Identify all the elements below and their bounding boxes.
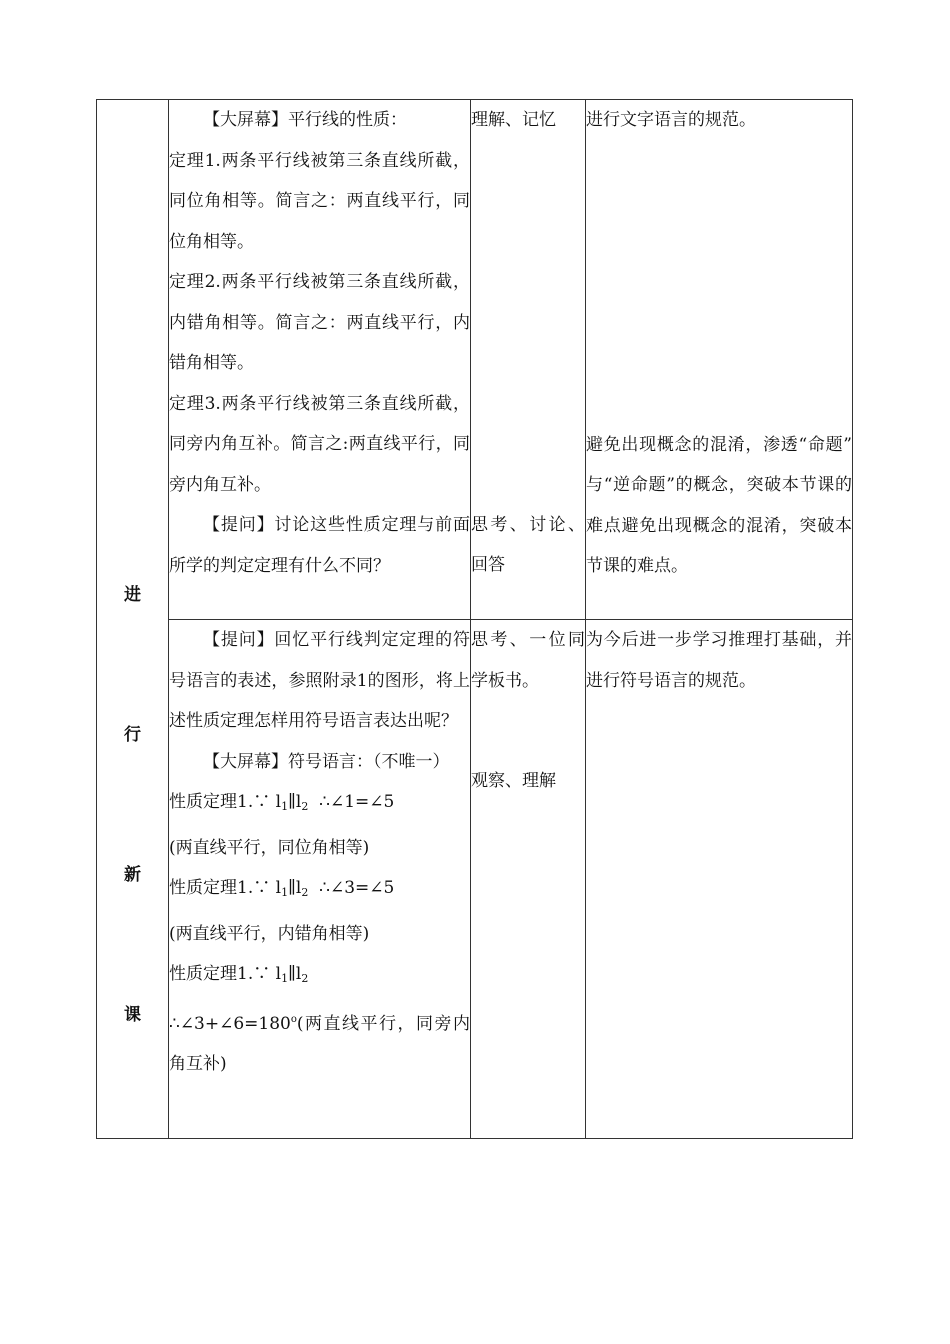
table-row [97, 620, 853, 1139]
intent-text: 避免出现概念的混淆，渗透“命题” 与“逆命题”的概念，突破本节课的难点避免出现概念的混淆，突破本节课的难点。 [586, 434, 852, 576]
paragraph: 定理1.两条平行线被第三条直线所截，同位角相等。简言之：两直线平行，同位角相等。 [169, 150, 470, 252]
lesson-plan-table [96, 99, 853, 1139]
theorem-note: (两直线平行，同位角相等) [169, 837, 370, 858]
paragraph: 定理3.两条平行线被第三条直线所截，同旁内角互补。简言之:两直线平行，同旁内角互补。 [169, 393, 470, 495]
theorem-line: 性质定理1.∵ $l_1\parallel l_2$ ∴∠3=∠5 [169, 878, 395, 899]
activity-text: 思考、一位同学板书。 [471, 630, 585, 691]
theorem-note: (两直线平行，内错角相等) [169, 923, 370, 944]
activity-text: 思考、讨论、回答 [471, 514, 585, 575]
paragraph: 【提问】回忆平行线判定定理的符号语言的表述，参照附录1的图形，将上述性质定理怎样用符号语言表达出呢？ [169, 630, 470, 731]
paragraph: 【提问】讨论这些性质定理与前面所学的判定定理有什么不同？ [169, 515, 470, 576]
theorem-line: 性质定理1.∵ $l_1\parallel l_2$ [169, 964, 309, 985]
intent-text: 为今后进一步学习推理打基础，并进行符号语言的规范。 [586, 630, 852, 691]
side-char: 新 [124, 865, 141, 885]
theorem-line: $\therefore\angle 3+\angle 6=180^o$(两直线平行，同旁内角互补) [169, 1013, 470, 1074]
student-activity-cell [471, 100, 586, 620]
paragraph: 【大屏幕】符号语言：（不唯一） [203, 751, 450, 772]
activity-text: 理解、记忆 [471, 110, 556, 130]
side-label-cell [97, 100, 169, 1139]
side-char: 行 [124, 725, 141, 745]
intent-text: 进行文字语言的规范。 [586, 110, 756, 130]
main-content-cell [169, 100, 471, 620]
student-activity-cell [471, 620, 586, 1139]
paragraph: 定理2.两条平行线被第三条直线所截，内错角相等。简言之：两直线平行，内错角相等。 [169, 272, 470, 373]
design-intent-cell [586, 100, 853, 620]
paragraph: 【大屏幕】平行线的性质： [203, 110, 407, 130]
main-content-cell [169, 620, 471, 1139]
side-char: 进 [124, 585, 141, 605]
table-row [97, 100, 853, 620]
side-char: 课 [124, 1005, 141, 1025]
activity-text: 观察、理解 [471, 771, 556, 791]
design-intent-cell [586, 620, 853, 1139]
theorem-line: 性质定理1.∵ $l_1\parallel l_2$ ∴∠1=∠5 [169, 792, 395, 813]
